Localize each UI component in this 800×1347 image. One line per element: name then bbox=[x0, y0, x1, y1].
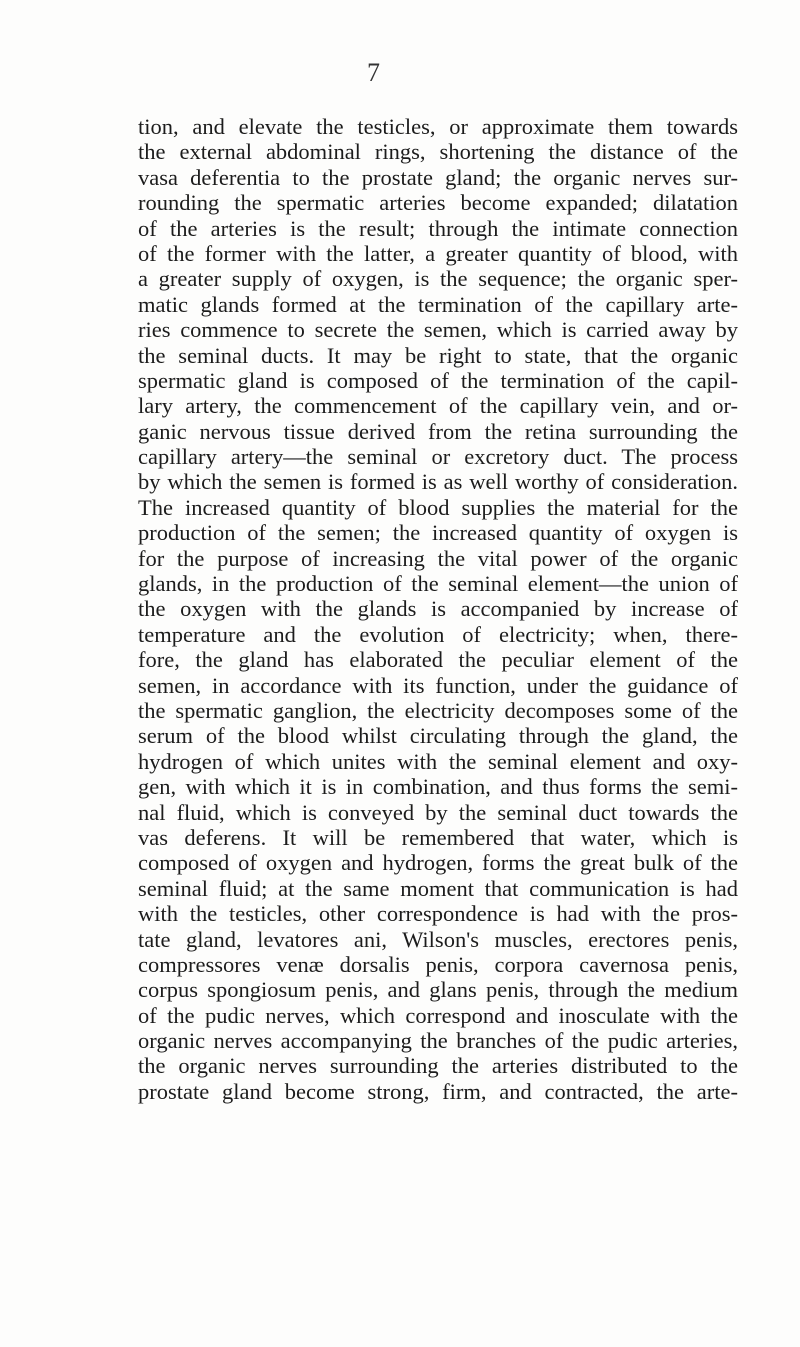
text-line: of the arteries is the result; through the intimate connection bbox=[138, 215, 738, 241]
text-line: tate gland, levatores ani, Wilson's muscles, erectores penis, bbox=[138, 926, 738, 952]
text-line: with the testicles, other correspondence is had with the pros- bbox=[138, 901, 738, 927]
text-line: spermatic gland is composed of the termination of the capil- bbox=[138, 367, 738, 393]
text-line: tion, and elevate the testicles, or approximate them towards bbox=[138, 114, 738, 139]
text-line: the external abdominal rings, shortening the distance of the bbox=[138, 139, 738, 165]
text-line: the spermatic ganglion, the electricity decomposes some of the bbox=[138, 697, 738, 723]
text-line: by which the semen is formed is as well worthy of consideration. bbox=[138, 469, 738, 495]
text-line: of the pudic nerves, which correspond and inosculate with the bbox=[138, 1002, 738, 1028]
text-line: fore, the gland has elaborated the peculiar element of the bbox=[138, 647, 738, 673]
text-line: compressores venæ dorsalis penis, corpora cavernosa penis, bbox=[138, 951, 738, 977]
body-text bbox=[138, 114, 738, 1104]
text-line: vas deferens. It will be remembered that water, which is bbox=[138, 824, 738, 850]
text-line: a greater supply of oxygen, is the sequence; the organic sper- bbox=[138, 266, 738, 292]
text-line: nal fluid, which is conveyed by the seminal duct towards the bbox=[138, 799, 738, 825]
text-line: organic nerves accompanying the branches of the pudic arteries, bbox=[138, 1028, 738, 1054]
text-line: of the former with the latter, a greater quantity of blood, with bbox=[138, 240, 738, 266]
text-line: prostate gland become strong, firm, and contracted, the arte- bbox=[138, 1078, 738, 1104]
text-line: rounding the spermatic arteries become expanded; dilatation bbox=[138, 190, 738, 216]
text-line: semen, in accordance with its function, under the guidance of bbox=[138, 672, 738, 698]
text-line: serum of the blood whilst circulating through the gland, the bbox=[138, 723, 738, 749]
text-line: the seminal ducts. It may be right to state, that the organic bbox=[138, 342, 738, 368]
text-line: production of the semen; the increased quantity of oxygen is bbox=[138, 520, 738, 546]
text-line: capillary artery—the seminal or excretory duct. The process bbox=[138, 444, 738, 470]
text-line: composed of oxygen and hydrogen, forms the great bulk of the bbox=[138, 850, 738, 876]
text-line: ganic nervous tissue derived from the retina surrounding the bbox=[138, 418, 738, 444]
text-line: The increased quantity of blood supplies the material for the bbox=[138, 494, 738, 520]
text-line: the organic nerves surrounding the arteries distributed to the bbox=[138, 1053, 738, 1079]
text-line: the oxygen with the glands is accompanied by increase of bbox=[138, 596, 738, 622]
text-line: gen, with which it is in combination, and thus forms the semi- bbox=[138, 774, 738, 800]
text-line: ries commence to secrete the semen, which is carried away by bbox=[138, 317, 738, 343]
text-line: corpus spongiosum penis, and glans penis, through the medium bbox=[138, 977, 738, 1003]
text-line: temperature and the evolution of electricity; when, there- bbox=[138, 621, 738, 647]
text-line: for the purpose of increasing the vital power of the organic bbox=[138, 545, 738, 571]
text-line: vasa deferentia to the prostate gland; the organic nerves sur- bbox=[138, 164, 738, 190]
text-line: lary artery, the commencement of the capillary vein, and or- bbox=[138, 393, 738, 419]
text-line: glands, in the production of the seminal element—the union of bbox=[138, 571, 738, 597]
text-line: hydrogen of which unites with the seminal element and oxy- bbox=[138, 748, 738, 774]
page-number: 7 bbox=[367, 58, 380, 87]
text-line: matic glands formed at the termination of the capillary arte- bbox=[138, 291, 738, 317]
text-line: seminal fluid; at the same moment that communication is had bbox=[138, 875, 738, 901]
